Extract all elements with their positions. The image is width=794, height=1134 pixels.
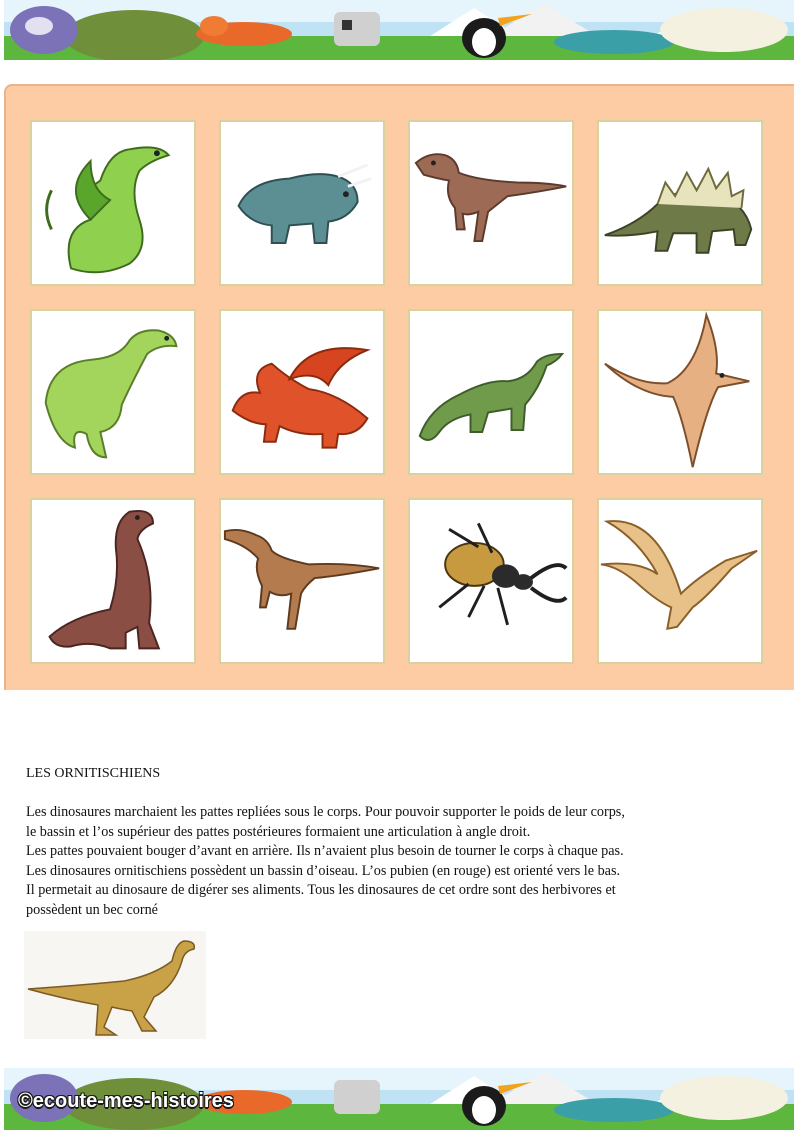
stag-beetle-icon <box>410 500 572 662</box>
card-flying-pterosaur[interactable] <box>597 498 763 664</box>
card-red-dragon[interactable] <box>219 309 385 475</box>
card-tyrannosaurus[interactable] <box>408 120 574 286</box>
article-paragraph <box>26 803 766 920</box>
light-green-sauropod-icon <box>32 311 194 473</box>
ornithischian-photo <box>24 931 206 1039</box>
brown-tyrannosaurus-icon <box>32 500 194 662</box>
card-velociraptor[interactable] <box>219 498 385 664</box>
paragraph-line: Les dinosaures marchaient les pattes repliées sous le corps. Pour pouvoir supporter le poids de leur corps, <box>26 804 625 820</box>
pterodactyl-icon <box>599 311 761 473</box>
paragraph-line: Les pattes pouvaient bouger d’avant en arrière. Ils n’avaient plus besoin de tourner le corps à chaque pas. <box>26 843 624 859</box>
tyrannosaurus-icon <box>410 122 572 284</box>
stegosaurus-icon <box>599 122 761 284</box>
card-stegosaurus[interactable] <box>597 120 763 286</box>
site-watermark: ©ecoute-mes-histoires <box>18 1090 234 1112</box>
triceratops-icon <box>221 122 383 284</box>
paragraph-line: possèdent un bec corné <box>26 901 158 918</box>
diplodocus-icon <box>410 311 572 473</box>
paragraph-line: le bassin et l’os supérieur des pattes postérieures formaient une articulation à angle droit. <box>26 823 531 840</box>
paragraph-line: Il permetait au dinosaure de digérer ses aliments. Tous les dinosaures de cet ordre sont des herbivores et <box>26 882 616 898</box>
card-pterodactyl[interactable] <box>597 309 763 475</box>
paragraph-line: Les dinosaures ornitischiens possèdent un bassin d’oiseau. L’os pubien (en rouge) est orienté vers le bas. <box>26 862 621 879</box>
red-dragon-icon <box>221 311 383 473</box>
flying-pterosaur-icon <box>599 500 761 662</box>
card-green-dragon[interactable] <box>30 120 196 286</box>
bottom-banner <box>4 1068 794 1130</box>
card-diplodocus[interactable] <box>408 309 574 475</box>
top-banner <box>4 0 794 60</box>
velociraptor-icon <box>221 500 383 662</box>
card-triceratops[interactable] <box>219 120 385 286</box>
card-light-green-sauropod[interactable] <box>30 309 196 475</box>
card-panel <box>4 84 794 690</box>
section-heading: LES ORNITISCHIENS <box>26 766 161 781</box>
card-brown-tyrannosaurus[interactable] <box>30 498 196 664</box>
card-stag-beetle[interactable] <box>408 498 574 664</box>
green-dragon-icon <box>32 122 194 284</box>
